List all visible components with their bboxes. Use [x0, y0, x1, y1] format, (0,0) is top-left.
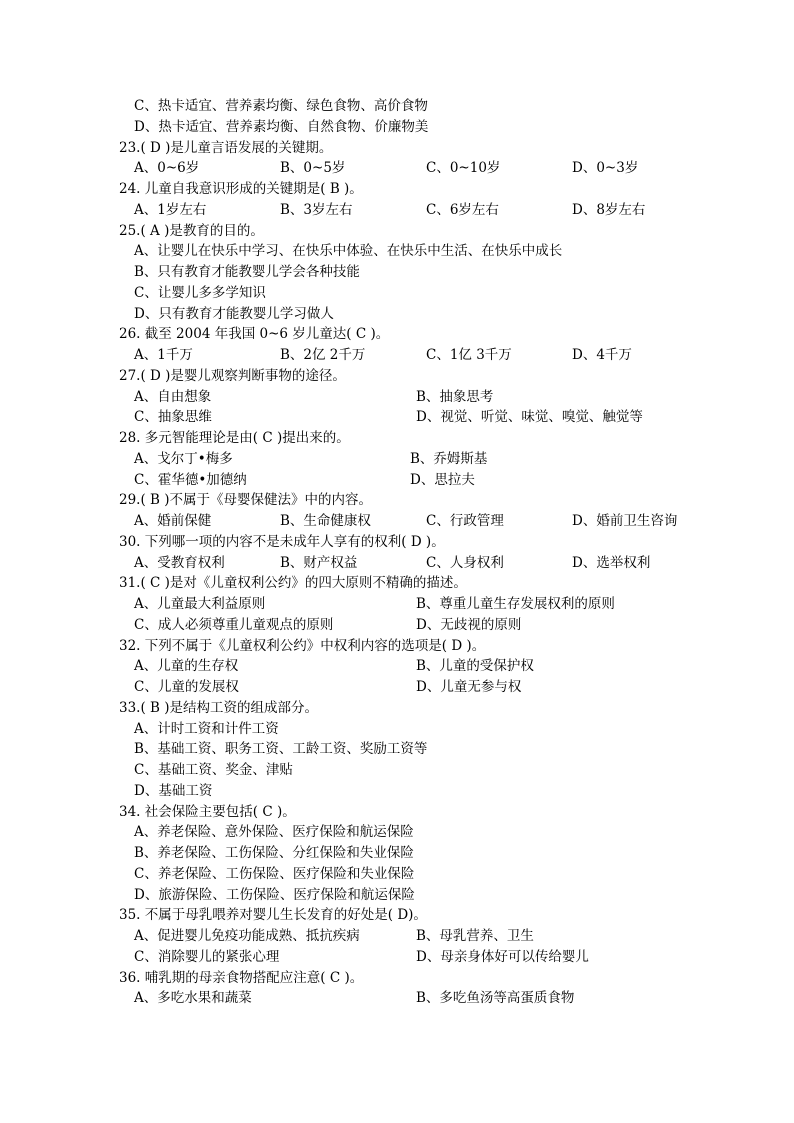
- question-text: 24. 儿童自我意识形成的关键期是( B )。: [119, 181, 363, 197]
- option-item: A、1千万: [134, 347, 193, 363]
- question-text: 33.( B )是结构工资的组成部分。: [119, 699, 319, 716]
- option-item: D、4千万: [572, 347, 632, 363]
- option-item: A、自由想象: [134, 388, 212, 405]
- option-item: A、促进婴儿免疫功能成熟、抵抗疾病: [134, 928, 360, 944]
- option-item: C、行政管理: [426, 513, 504, 529]
- option-line: D、基础工资: [134, 782, 213, 799]
- option-line: C、养老保险、工伤保险、医疗保险和失业保险: [134, 865, 415, 882]
- option-line: A、计时工资和计件工资: [134, 720, 279, 737]
- option-line: B、基础工资、职务工资、工龄工资、奖励工资等: [134, 741, 428, 758]
- option-item: D、婚前卫生咨询: [572, 513, 678, 529]
- question-text: 31.( C )是对《儿童权利公约》的四大原则不精确的描述。: [119, 575, 467, 592]
- option-item: C、1亿 3千万: [426, 347, 512, 363]
- option-item: C、儿童的发展权: [134, 679, 239, 695]
- option-item: D、思拉夫: [410, 471, 475, 488]
- options-row: [0, 615, 794, 636]
- option-item: C、消除婴儿的紧张心理: [134, 948, 280, 965]
- option-item: A、儿童最大利益原则: [134, 596, 266, 612]
- option-item: B、母乳营养、卫生: [416, 928, 534, 944]
- options-row: [0, 656, 794, 677]
- options-row: [0, 594, 794, 615]
- question-text: 28. 多元智能理论是由( C )提出来的。: [119, 430, 350, 446]
- question-text: 29.( B )不属于《母婴保健法》中的内容。: [119, 492, 373, 509]
- options-row: [0, 988, 794, 1009]
- question-text: 25.( A )是教育的目的。: [119, 222, 264, 239]
- options-row: [0, 926, 794, 947]
- option-item: B、3岁左右: [280, 201, 353, 218]
- option-item: B、尊重儿童生存发展权利的原则: [416, 596, 615, 612]
- option-item: C、成人必须尊重儿童观点的原则: [134, 616, 334, 633]
- options-row: [0, 200, 794, 221]
- question-text: 26. 截至 2004 年我国 0~6 岁儿童达( C )。: [119, 326, 390, 343]
- option-item: D、视觉、听觉、味觉、嗅觉、触觉等: [416, 409, 643, 426]
- option-item: A、1岁左右: [134, 201, 207, 218]
- option-line: C、基础工资、奖金、津贴: [134, 762, 293, 778]
- question-text: 34. 社会保险主要包括( C )。: [119, 803, 296, 820]
- option-item: B、乔姆斯基: [410, 450, 488, 467]
- question-text: 27.( D )是婴儿观察判断事物的途径。: [119, 367, 346, 384]
- option-line: B、只有教育才能教婴儿学会各种技能: [134, 264, 360, 280]
- option-line: D、旅游保险、工伤保险、医疗保险和航运保险: [134, 886, 415, 903]
- option-item: A、戈尔丁•梅多: [134, 450, 233, 467]
- option-item: C、6岁左右: [426, 201, 499, 218]
- option-item: D、儿童无参与权: [416, 679, 522, 695]
- option-item: D、无歧视的原则: [416, 616, 522, 633]
- question-text: 35. 不属于母乳喂养对婴儿生长发育的好处是( D)。: [119, 907, 427, 924]
- options-row: [0, 387, 794, 408]
- option-item: A、0~6岁: [134, 160, 200, 177]
- option-item: C、人身权利: [426, 554, 504, 571]
- option-item: B、多吃鱼汤等高蛋质食物: [416, 990, 575, 1007]
- options-row: [0, 407, 794, 428]
- option-item: A、儿童的生存权: [134, 658, 239, 675]
- option-line: D、只有教育才能教婴儿学习做人: [134, 305, 334, 322]
- option-item: B、抽象思考: [416, 388, 494, 405]
- option-line: B、养老保险、工伤保险、分红保险和失业保险: [134, 845, 414, 861]
- option-item: B、0~5岁: [280, 160, 346, 177]
- options-row: [0, 345, 794, 366]
- options-row: [0, 470, 794, 491]
- options-row: [0, 947, 794, 968]
- option-line: C、热卡适宜、营养素均衡、绿色食物、高价食物: [134, 98, 428, 114]
- option-item: D、0~3岁: [572, 160, 639, 177]
- question-text: 36. 哺乳期的母亲食物搭配应注意( C )。: [119, 969, 364, 986]
- option-item: D、8岁左右: [572, 201, 646, 218]
- option-item: B、儿童的受保护权: [416, 658, 534, 675]
- option-item: B、财产权益: [280, 554, 358, 571]
- option-line: D、热卡适宜、营养素均衡、自然食物、价廉物美: [134, 118, 429, 135]
- option-item: C、霍华德•加德纳: [134, 471, 247, 488]
- options-row: [0, 511, 794, 532]
- question-text: 30. 下列哪一项的内容不是未成年人享有的权利( D )。: [119, 533, 445, 550]
- option-item: B、2亿 2千万: [280, 347, 366, 363]
- options-row: [0, 553, 794, 574]
- options-row: [0, 449, 794, 470]
- option-item: A、多吃水果和蔬菜: [134, 990, 252, 1007]
- question-text: 32. 下列不属于《儿童权利公约》中权利内容的选项是( D )。: [119, 637, 486, 654]
- option-line: A、养老保险、意外保险、医疗保险和航运保险: [134, 824, 414, 841]
- option-item: A、婚前保健: [134, 513, 212, 529]
- option-line: C、让婴儿多多学知识: [134, 284, 266, 301]
- option-item: D、选举权利: [572, 554, 651, 571]
- question-text: 23.( D )是儿童言语发展的关键期。: [119, 139, 333, 156]
- option-item: A、受教育权利: [134, 554, 225, 571]
- option-item: C、0~10岁: [426, 160, 501, 177]
- option-item: D、母亲身体好可以传给婴儿: [416, 948, 589, 965]
- option-item: B、生命健康权: [280, 513, 371, 529]
- options-row: [0, 158, 794, 179]
- options-row: [0, 677, 794, 698]
- option-line: A、让婴儿在快乐中学习、在快乐中体验、在快乐中生活、在快乐中成长: [134, 243, 563, 260]
- option-item: C、抽象思维: [134, 409, 212, 426]
